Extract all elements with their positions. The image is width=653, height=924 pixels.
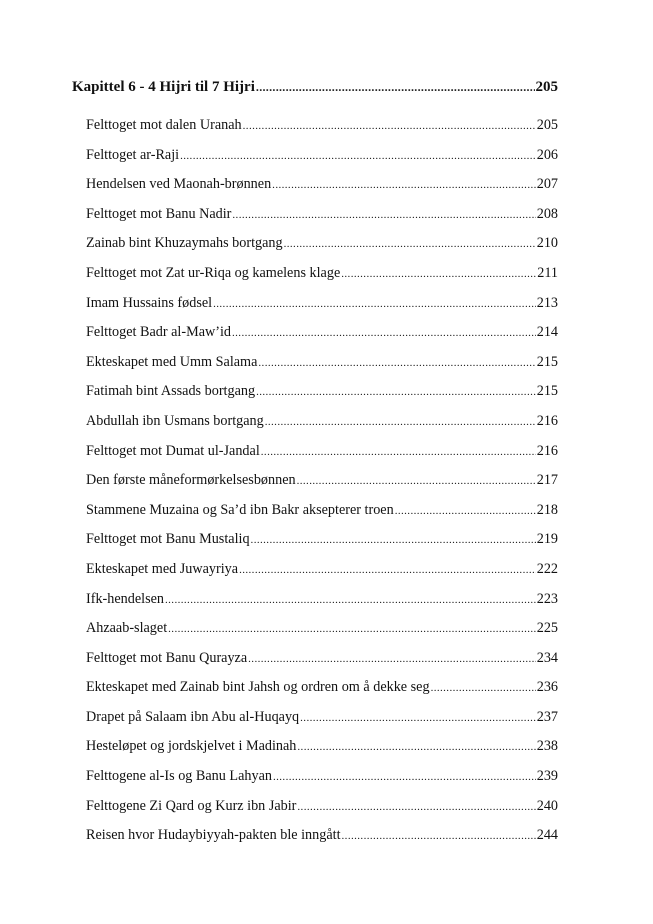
toc-entry[interactable]: [86, 174, 558, 204]
dot-leader: [395, 501, 536, 521]
chapter-title: Kapittel 6 - 4 Hijri til 7 Hijri: [72, 79, 255, 95]
dot-leader: [232, 205, 535, 225]
dot-leader: [243, 116, 536, 136]
toc-entry[interactable]: [86, 677, 558, 707]
toc-entry-title: Felttoget Badr al-Maw’id: [86, 324, 231, 341]
toc-entry-page-number: 244: [536, 827, 558, 844]
toc-entry[interactable]: [86, 559, 558, 589]
dot-leader: [165, 590, 536, 610]
toc-entry[interactable]: [86, 381, 558, 411]
dot-leader: [239, 560, 536, 580]
toc-entry-title: Felttoget mot Zat ur-Riqa og kamelens klage: [86, 264, 341, 281]
toc-entry-page-number: 238: [536, 738, 558, 755]
toc-entry-page-number: 216: [536, 412, 558, 429]
dot-leader: [232, 323, 536, 343]
toc-entry[interactable]: [86, 263, 558, 293]
toc-entry[interactable]: [86, 796, 558, 826]
toc-entry-title: Ahzaab-slaget: [86, 620, 168, 637]
toc-entry[interactable]: [86, 293, 558, 323]
toc-entry-page-number: 208: [536, 205, 558, 222]
toc-entry[interactable]: [86, 145, 558, 175]
toc-entry-title: Stammene Muzaina og Sa’d ibn Bakr aksepterer troen: [86, 501, 394, 518]
toc-entry-page-number: 213: [536, 294, 558, 311]
toc-entry[interactable]: [86, 352, 558, 382]
toc-entry-page-number: 215: [536, 353, 558, 370]
toc-entry-page-number: 219: [536, 531, 558, 548]
dot-leader: [431, 678, 536, 698]
toc-entry-page-number: 210: [536, 235, 558, 252]
toc-entry-title: Felttoget ar-Raji: [86, 146, 180, 163]
dot-leader: [284, 234, 536, 254]
toc-entry[interactable]: [86, 500, 558, 530]
toc-entry-page-number: 222: [536, 560, 558, 577]
toc-entry-page-number: 236: [536, 679, 558, 696]
dot-leader: [265, 412, 536, 432]
dot-leader: [272, 175, 536, 195]
dot-leader: [180, 146, 536, 166]
toc-entry-title: Ifk-hendelsen: [86, 590, 164, 607]
dot-leader: [297, 471, 536, 491]
toc-entry[interactable]: [86, 441, 558, 471]
toc-entry-page-number: 207: [536, 176, 558, 193]
toc-entry-title: Felttoget mot Dumat ul-Jandal: [86, 442, 260, 459]
toc-entry-page-number: 205: [536, 117, 558, 133]
toc-entry-title: Felttoget mot Banu Mustaliq: [86, 531, 250, 548]
toc-entry-title: Felttoget mot Banu Nadir: [86, 205, 232, 222]
toc-entry-list: [86, 115, 558, 855]
toc-entry-title: Ekteskapet med Zainab bint Jahsh og ordren om å dekke seg: [86, 679, 430, 696]
toc-entry[interactable]: [86, 470, 558, 500]
dot-leader: [261, 442, 536, 462]
toc-entry-page-number: 237: [536, 708, 558, 725]
toc-entry-page-number: 215: [536, 383, 558, 400]
dot-leader: [248, 649, 536, 669]
toc-entry-page-number: 218: [536, 501, 558, 518]
dot-leader: [168, 619, 536, 639]
toc-entry-page-number: 225: [536, 620, 558, 637]
dot-leader: [341, 264, 536, 284]
dot-leader: [256, 77, 535, 97]
toc-entry-page-number: 214: [536, 324, 558, 341]
dot-leader: [297, 797, 535, 817]
toc-entry-page-number: 234: [536, 649, 558, 666]
dot-leader: [256, 382, 536, 402]
toc-entry-title: Hendelsen ved Maonah-brønnen: [86, 176, 272, 193]
dot-leader: [273, 767, 536, 787]
toc-entry-page-number: 240: [536, 797, 558, 814]
toc-entry-title: Felttoget mot Banu Qurayza: [86, 649, 248, 666]
toc-entry-page-number: 216: [536, 442, 558, 459]
toc-entry-title: Felttogene al-Is og Banu Lahyan: [86, 768, 272, 785]
toc-entry-title: Felttogene Zi Qard og Kurz ibn Jabir: [86, 797, 297, 814]
toc-entry-title: Hesteløpet og jordskjelvet i Madinah: [86, 738, 297, 755]
toc-entry-title: Reisen hvor Hudaybiyyah-pakten ble inngått: [86, 827, 341, 844]
dot-leader: [251, 530, 536, 550]
chapter-page-number: 205: [535, 79, 558, 95]
dot-leader: [297, 737, 535, 757]
toc-entry[interactable]: [86, 115, 558, 145]
toc-entry[interactable]: [86, 233, 558, 263]
toc-entry[interactable]: [86, 618, 558, 648]
toc-entry[interactable]: [86, 589, 558, 619]
dot-leader: [342, 826, 536, 846]
toc-entry-page-number: 217: [536, 472, 558, 489]
toc-entry-page-number: 239: [536, 768, 558, 785]
toc-entry-title: Ekteskapet med Umm Salama: [86, 353, 258, 370]
toc-entry[interactable]: [86, 529, 558, 559]
toc-entry-title: Den første måneformørkelsesbønnen: [86, 472, 296, 489]
dot-leader: [258, 353, 535, 373]
toc-entry[interactable]: [86, 825, 558, 855]
dot-leader: [300, 708, 536, 728]
toc-entry[interactable]: [86, 707, 558, 737]
toc-entry-title: Imam Hussains fødsel: [86, 294, 213, 311]
toc-entry-page-number: 211: [537, 264, 558, 281]
toc-entry-page-number: 223: [536, 590, 558, 607]
toc-entry-title: Felttoget mot dalen Uranah: [86, 117, 242, 133]
dot-leader: [213, 294, 536, 314]
toc-entry[interactable]: [86, 204, 558, 234]
toc-chapter-heading[interactable]: [72, 77, 558, 97]
toc-entry[interactable]: [86, 411, 558, 441]
toc-entry-page-number: 206: [536, 146, 558, 163]
toc-entry[interactable]: [86, 648, 558, 678]
toc-entry-title: Zainab bint Khuzaymahs bortgang: [86, 235, 283, 252]
toc-entry[interactable]: [86, 736, 558, 766]
toc-entry-title: Ekteskapet med Juwayriya: [86, 560, 239, 577]
toc-entry-title: Abdullah ibn Usmans bortgang: [86, 412, 264, 429]
toc-entry-title: Fatimah bint Assads bortgang: [86, 383, 256, 400]
toc-entry-title: Drapet på Salaam ibn Abu al-Huqayq: [86, 708, 300, 725]
toc-entry[interactable]: [86, 322, 558, 352]
toc-entry[interactable]: [86, 766, 558, 796]
